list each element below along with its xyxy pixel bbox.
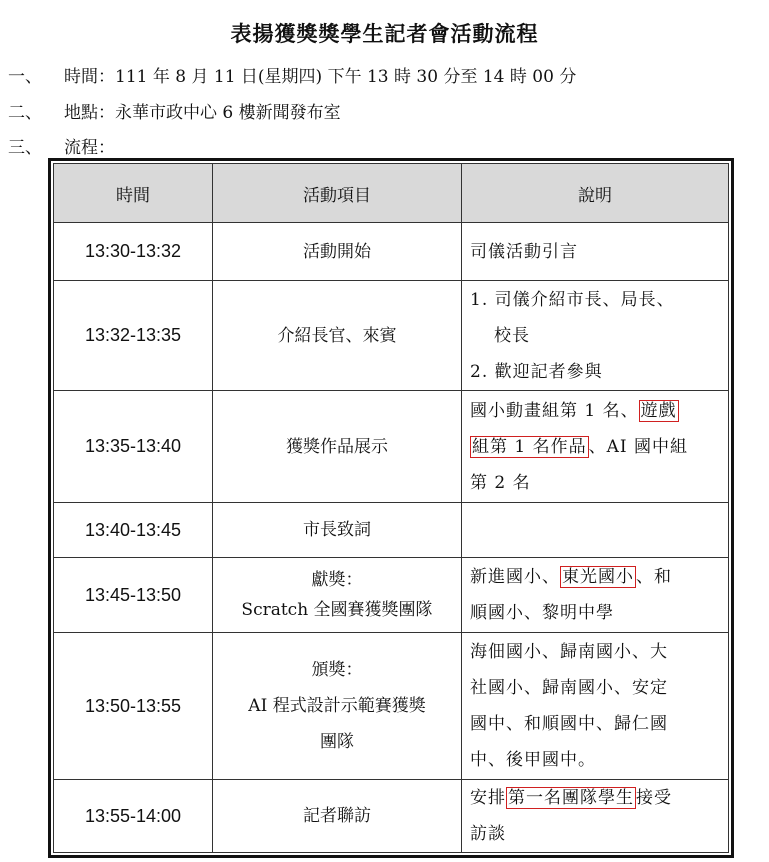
desc-line — [470, 559, 720, 595]
highlight-box: 組第 1 名作品 — [472, 436, 587, 457]
table-row — [54, 633, 729, 780]
info-number: 二、 — [8, 103, 42, 123]
desc-line: 1. 司儀介紹市長、局長、 — [470, 289, 675, 310]
row-time: 13:45-13:50 — [54, 558, 213, 633]
desc-line: 第 2 名 — [470, 472, 531, 493]
row-item: 市長致詞 — [213, 503, 462, 558]
desc-line: 中、後甲國中。 — [470, 750, 596, 770]
desc-line — [470, 429, 720, 465]
row-item: 活動開始 — [213, 223, 462, 281]
document-title: 表揚獲獎獎學生記者會活動流程 — [230, 21, 539, 46]
desc-line: 國中、和順國中、歸仁國 — [470, 714, 668, 734]
row-time: 13:35-13:40 — [54, 391, 213, 503]
row-desc — [462, 558, 729, 633]
item-line: Scratch 全國賽獲獎團隊 — [241, 600, 433, 620]
desc-line — [470, 780, 720, 816]
header-item: 活動項目 — [213, 164, 462, 223]
desc-text: 新進國小、 — [470, 567, 560, 587]
desc-text: 國小動畫組第 1 名、 — [470, 400, 639, 421]
table-header-row — [54, 164, 729, 223]
table-row — [54, 503, 729, 558]
highlight-box: 東光國小 — [562, 567, 634, 587]
table-row — [54, 391, 729, 503]
desc-line: 校長 — [494, 325, 530, 346]
table-row — [54, 558, 729, 633]
item-line: 團隊 — [320, 732, 354, 752]
row-desc — [462, 281, 729, 391]
row-time: 13:32-13:35 — [54, 281, 213, 391]
desc-line: 訪談 — [470, 824, 506, 844]
info-text: 流程： — [64, 138, 115, 158]
item-line: 頒獎： — [311, 660, 363, 680]
header-time: 時間 — [54, 164, 213, 223]
row-time: 13:30-13:32 — [54, 223, 213, 281]
row-item: 記者聯訪 — [213, 780, 462, 853]
row-desc — [462, 633, 729, 780]
highlight-box: 遊戲 — [640, 400, 677, 421]
row-desc — [462, 391, 729, 503]
highlight-box: 第一名團隊學生 — [508, 788, 634, 808]
table-row — [54, 223, 729, 281]
row-desc: 司儀活動引言 — [462, 223, 729, 281]
row-item: 介紹長官、來賓 — [213, 281, 462, 391]
desc-text: 安排 — [470, 788, 506, 808]
desc-line — [470, 393, 720, 429]
row-time: 13:55-14:00 — [54, 780, 213, 853]
desc-text: 接受 — [636, 788, 672, 808]
item-line: AI 程式設計示範賽獲獎 — [248, 696, 426, 716]
table-row — [54, 780, 729, 853]
info-text: 時間：111 年 8 月 11 日(星期四) 下午 13 時 30 分至 14 時 00 分 — [64, 67, 577, 87]
info-time — [8, 62, 576, 87]
row-item — [213, 633, 462, 780]
header-desc: 說明 — [462, 164, 729, 223]
row-time: 13:50-13:55 — [54, 633, 213, 780]
item-line: 獻獎： — [311, 570, 363, 590]
table-row — [54, 281, 729, 391]
row-desc — [462, 780, 729, 853]
desc-text: 、和 — [636, 567, 672, 587]
info-process — [8, 133, 115, 158]
desc-line: 社國小、歸南國小、安定 — [470, 678, 668, 698]
desc-text: 、AI 國中組 — [588, 436, 689, 457]
desc-line: 海佃國小、歸南國小、大 — [470, 642, 668, 662]
row-item: 獲獎作品展示 — [213, 391, 462, 503]
row-item — [213, 558, 462, 633]
info-number: 一、 — [8, 67, 42, 87]
info-location — [8, 98, 341, 123]
schedule-table — [53, 163, 729, 853]
row-time: 13:40-13:45 — [54, 503, 213, 558]
schedule-table-frame — [48, 158, 734, 858]
row-desc — [462, 503, 729, 558]
info-number: 三、 — [8, 138, 42, 158]
desc-line: 順國小、黎明中學 — [470, 603, 614, 623]
info-text: 地點：永華市政中心 6 樓新聞發布室 — [64, 103, 341, 123]
desc-line: 2. 歡迎記者參與 — [470, 361, 603, 382]
